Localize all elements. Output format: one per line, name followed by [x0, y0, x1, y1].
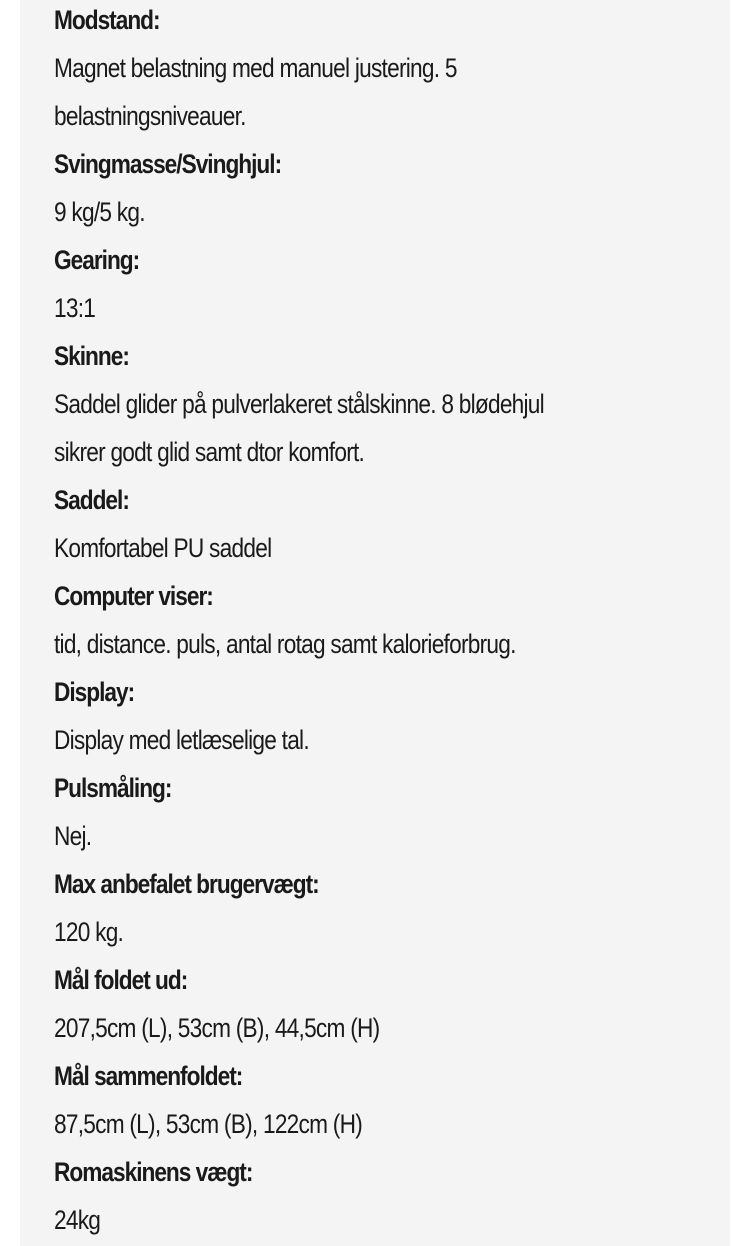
spec-value-skinne-line-1: Saddel glider på pulverlakeret stålskinne. 8 blødehjul [54, 389, 544, 419]
spec-value-gearing: 13:1 [54, 293, 96, 323]
spec-value-modstand-line-1: Magnet belastning med manuel justering. 5 [54, 53, 457, 83]
spec-label-skinne: Skinne: [54, 341, 129, 371]
spec-label-romaskinens-vaegt: Romaskinens vægt: [54, 1157, 253, 1187]
spec-value-svingmasse: 9 kg/5 kg. [54, 197, 145, 227]
spec-label-display: Display: [54, 677, 135, 707]
spec-value-romaskinens-vaegt: 24kg [54, 1205, 101, 1235]
spec-value-display: Display med letlæselige tal. [54, 725, 309, 755]
spec-value-maal-foldet-ud: 207,5cm (L), 53cm (B), 44,5cm (H) [54, 1013, 380, 1043]
spec-label-gearing: Gearing: [54, 245, 140, 275]
spec-label-saddel: Saddel: [54, 485, 129, 515]
spec-value-maal-sammenfoldet: 87,5cm (L), 53cm (B), 122cm (H) [54, 1109, 363, 1139]
spec-label-svingmasse: Svingmasse/Svinghjul: [54, 149, 282, 179]
spec-value-computer-viser: tid, distance. puls, antal rotag samt kalorieforbrug. [54, 629, 516, 659]
spec-label-pulsmaaling: Pulsmåling: [54, 773, 172, 803]
spec-list [54, 0, 714, 1244]
spec-value-skinne-line-2: sikrer godt glid samt dtor komfort. [54, 437, 365, 467]
spec-label-maal-sammenfoldet: Mål sammenfoldet: [54, 1061, 243, 1091]
spec-label-computer-viser: Computer viser: [54, 581, 213, 611]
spec-label-maal-foldet-ud: Mål foldet ud: [54, 965, 188, 995]
spec-value-modstand-line-2: belastningsniveauer. [54, 101, 246, 131]
spec-value-max-brugervaegt: 120 kg. [54, 917, 124, 947]
spec-value-pulsmaaling: Nej. [54, 821, 92, 851]
spec-label-max-brugervaegt: Max anbefalet brugervægt: [54, 869, 319, 899]
spec-label-modstand: Modstand: [54, 5, 160, 35]
spec-value-saddel: Komfortabel PU saddel [54, 533, 272, 563]
